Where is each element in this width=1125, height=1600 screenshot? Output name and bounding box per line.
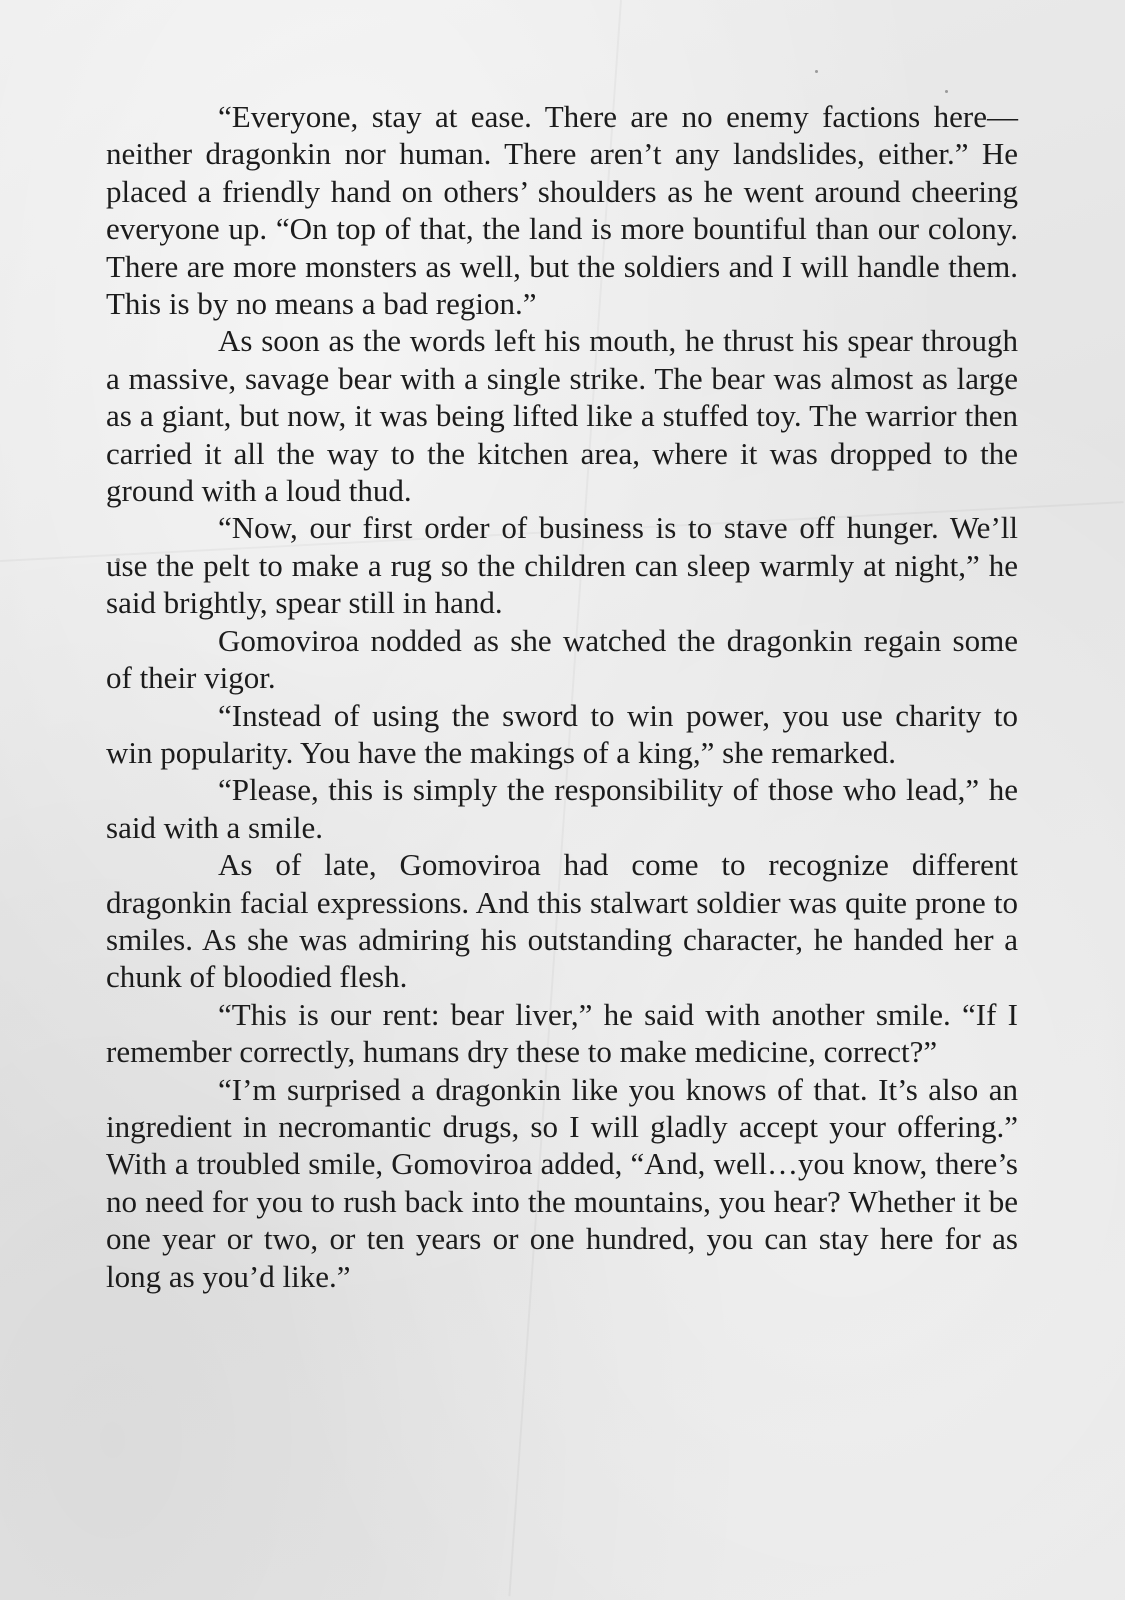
paragraph: “I’m surprised a dragonkin like you knows of that. It’s also an ingredient in necromantic drugs, so I will gladly accept your offering.” With a troubled smile, Gomoviroa added, “And, well…you know, there’s no need for you to rush back into the mountains, you hear? Whether it be one year or two, or ten years or one hundred, you can stay here for as long as you’d like.”	[106, 1071, 1018, 1294]
paper-speck	[945, 90, 948, 93]
paragraph: As soon as the words left his mouth, he thrust his spear through a massive, savage bear with a single strike. The bear was almost as large as a giant, but now, it was being lifted like a stuffed toy. The warrior then carried it all the way to the kitchen area, where it was dropped to the ground with a loud thud.	[106, 323, 1018, 509]
paper-speck	[815, 70, 818, 73]
paragraph: “Please, this is simply the responsibility of those who lead,” he said with a smile.	[106, 772, 1018, 845]
paragraph: “Now, our first order of business is to stave off hunger. We’ll use the pelt to make a rug so the children can sleep warmly at night,” he said brightly, spear still in hand.	[106, 510, 1018, 621]
paragraph: “Instead of using the sword to win power, you use charity to win popularity. You have the makings of a king,” she remarked.	[106, 697, 1018, 770]
paragraph: “This is our rent: bear liver,” he said with another smile. “If I remember correctly, humans dry these to make medicine, correct?”	[106, 996, 1018, 1070]
paragraph: As of late, Gomoviroa had come to recognize different dragonkin facial expressions. And this stalwart soldier was quite prone to smiles. As she was admiring his outstanding character, he handed her a chunk of bloodied flesh.	[106, 847, 1018, 995]
paragraph: “Everyone, stay at ease. There are no enemy factions here—neither dragonkin nor human. There aren’t any landslides, either.” He placed a friendly hand on others’ shoulders as he went around cheering everyone up. “On top of that, the land is more bountiful than our colony. There are more monsters as well, but the soldiers and I will handle them. This is by no means a bad region.”	[106, 99, 1018, 322]
paragraph: Gomoviroa nodded as she watched the dragonkin regain some of their vigor.	[106, 622, 1018, 696]
body-text	[106, 98, 1018, 1295]
